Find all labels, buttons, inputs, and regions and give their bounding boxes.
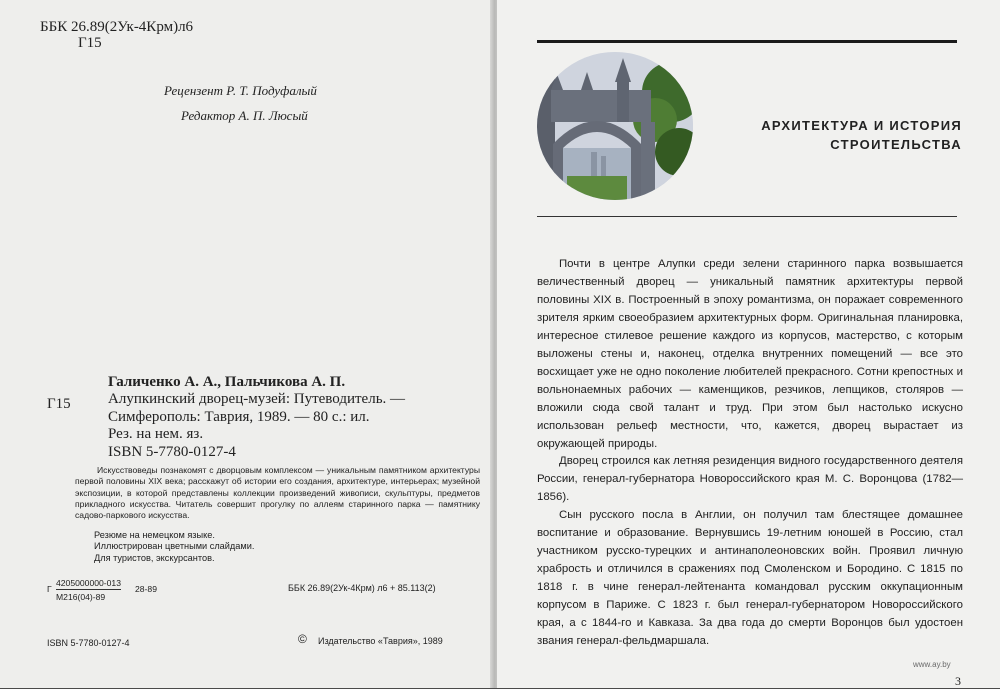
bib-line: ISBN 5-7780-0127-4 [108,443,236,460]
publisher-line: Издательство «Таврия», 1989 [318,636,443,646]
formula-numerator: 4205000000-013 [56,578,121,588]
section-rule [537,216,957,217]
bbk-code: ББК 26.89(2Ук-4Крм)л6 [40,19,194,35]
editor-credit: Редактор А. П. Люсый [181,108,308,123]
paragraph: Сын русского посла в Англии, он получил там блестящее домашнее воспитание и образование. Вернувшись 19-летним юношей в Россию, стал участником русско-турецких и антинаполеоновских войн. Проявил личную храбрость и отличился в сражениях под Смоленском и Бородино. С 1815 по 1818 г. в чине генерал-лейтенанта командовал русским оккупационным корпусом в Париже. С 1823 г. был генерал-губернатором Новороссийского края, а с 1844-го и Кавказа. За два года до смерти Воронцов был удостоен звания генерал-фельдмаршала. [537,509,963,648]
bib-line: Алупкинский дворец-музей: Путеводитель. — [108,391,406,407]
formula-denominator: М216(04)-89 [56,592,106,602]
note-line: Для туристов, экскурсантов. [94,552,215,563]
annotation: Искусствоведы познакомят с дворцовым комплексом — уникальным памятником архитектуры первой половины XIX века; расскажут об истории его создания, архитектуре, интерьерах; музейной экспозиции, в которой представлены коллекции произведений живописи, скульптуры, предметов прикладного искусства. Читатель совершит прогулку по аллеям старинного парка — памятнику садово-паркового искусства. [75,465,480,521]
isbn-bottom: ISBN 5-7780-0127-4 [47,638,130,648]
watermark: www.ay.by [913,660,951,669]
index-code: Г15 [78,35,102,51]
palace-arch-illustration [537,52,693,200]
left-page [0,0,493,688]
bibliographic-record [108,391,405,461]
paragraph: Дворец строился как летняя резиденция видного государственного деятеля России, генерал-губернатора Новороссийского края М. С. Воронцова (1782—1856). [537,455,963,504]
note-line: Иллюстрирован цветными слайдами. [94,541,255,552]
copyright-icon: © [298,632,307,646]
bib-line: Симферополь: Таврия, 1989. — 80 с.: ил. [108,408,370,425]
bbk-bottom: ББК 26.89(2Ук-4Крм) л6 + 85.113(2) [288,583,436,593]
section-heading [761,116,962,154]
palace-arch-photo [537,52,693,200]
formula-pages: 28-89 [135,584,157,594]
heading-line: СТРОИТЕЛЬСТВА [830,137,962,152]
paragraph: Почти в центре Алупки среди зелени старинного парка возвышается величественный дворец — уникальный памятник архитектуры первой половины XIX в. Построенный в эпоху романтизма, он поражает современного зрителя ярким своеобразием архитектурных форм. Оригинальная планировка, интересное стилевое решение каждого из корпусов, мастерство, с которым выложены стены и, наконец, отделка внутренних помещений — все это восхищает уже не одно поколение любителей прекрасного. Сотни крепостных и вольнонаемных рабочих — каменщиков, резчиков, лепщиков, столяров — вложили сюда свой талант и труд. При этом был настолько искусно использован рельеф местности, что, кажется, дворец вырастает из окружающей природы. [537,258,963,450]
page-number: 3 [955,674,961,688]
heading-line: АРХИТЕКТУРА И ИСТОРИЯ [761,118,962,133]
notes [94,530,254,564]
right-page [497,0,1000,688]
bib-line: Рез. на нем. яз. [108,426,204,442]
side-index-code: Г15 [47,396,71,412]
top-rule [537,40,957,43]
reviewer-credit: Рецензент Р. Т. Подуфалый [164,83,317,98]
authors: Галиченко А. А., Пальчикова А. П. [108,374,346,390]
formula-letter: Г [47,584,52,594]
note-line: Резюме на немецком языке. [94,530,215,540]
body-text [537,256,963,651]
